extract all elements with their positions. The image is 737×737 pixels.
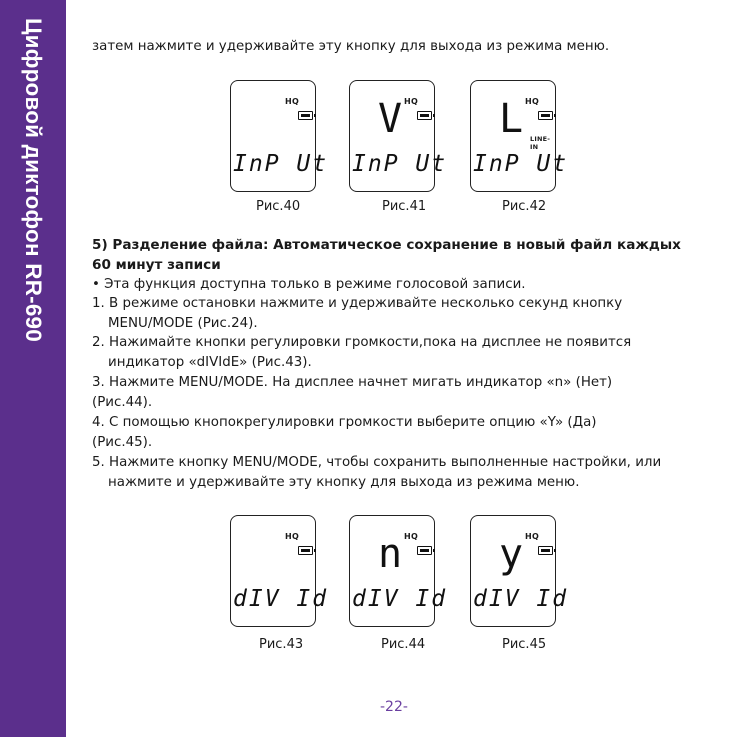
figure-caption: Рис.42 — [502, 199, 547, 214]
hq-indicator: HQ — [525, 532, 540, 541]
lcd-bottom-text: dIV Id — [352, 586, 448, 612]
figure-caption: Рис.43 — [259, 637, 304, 652]
battery-icon — [417, 111, 432, 120]
lcd-bottom-text: InP Ut — [352, 151, 448, 177]
sidebar-title: Цифровой диктофон RR-690 — [21, 18, 46, 342]
section-heading-line-1: 5) Разделение файла: Автоматическое сохранение в новый файл каждых — [92, 237, 681, 253]
lcd-figure-45 — [470, 515, 569, 627]
battery-icon — [298, 546, 313, 555]
lcd-top-digit: L — [499, 96, 524, 142]
step-2-line-1: 2. Нажимайте кнопки регулировки громкости,пока на дисплее не появится — [92, 335, 632, 350]
lcd-top-digit: y — [499, 531, 524, 577]
lcd-top-digit: n — [378, 531, 403, 577]
lcd-figure-43 — [230, 515, 329, 627]
step-4-line-2: (Рис.45). — [92, 435, 153, 450]
lcd-bottom-text: InP Ut — [233, 151, 329, 177]
intro-line: затем нажмите и удерживайте эту кнопку для выхода из режима меню. — [92, 39, 610, 54]
step-3-line-2: (Рис.44). — [92, 395, 153, 410]
step-1-line-2: MENU/MODE (Рис.24). — [108, 316, 258, 331]
section-heading-line-2: 60 минут записи — [92, 257, 221, 273]
hq-indicator: HQ — [285, 97, 300, 106]
lcd-figure-40 — [230, 80, 329, 192]
line-in-indicator: LINE-IN — [530, 135, 551, 151]
step-2-line-2: индикатор «dIVIdE» (Рис.43). — [108, 355, 312, 370]
hq-indicator: HQ — [525, 97, 540, 106]
hq-indicator: HQ — [404, 532, 419, 541]
hq-indicator: HQ — [404, 97, 419, 106]
lcd-figure-41 — [349, 80, 448, 192]
figure-caption: Рис.44 — [381, 637, 426, 652]
lcd-figure-44 — [349, 515, 448, 627]
figure-caption: Рис.41 — [382, 199, 427, 214]
hq-indicator: HQ — [285, 532, 300, 541]
sidebar — [0, 0, 66, 737]
lcd-top-digit: V — [378, 96, 403, 142]
step-5-line-2: нажмите и удерживайте эту кнопку для выхода из режима меню. — [108, 475, 580, 490]
step-3-line-1: 3. Нажмите MENU/MODE. На дисплее начнет мигать индикатор «n» (Нет) — [92, 375, 613, 390]
figure-caption: Рис.45 — [502, 637, 547, 652]
lcd-figure-42 — [470, 80, 569, 192]
battery-icon — [538, 111, 553, 120]
lcd-bottom-text: InP Ut — [473, 151, 569, 177]
lcd-bottom-text: dIV Id — [473, 586, 569, 612]
step-1-line-1: 1. В режиме остановки нажмите и удерживайте несколько секунд кнопку — [92, 296, 623, 311]
lcd-bottom-text: dIV Id — [233, 586, 329, 612]
battery-icon — [538, 546, 553, 555]
bullet-note: • Эта функция доступна только в режиме голосовой записи. — [92, 277, 526, 292]
battery-icon — [298, 111, 313, 120]
figure-caption: Рис.40 — [256, 199, 301, 214]
step-5-line-1: 5. Нажмите кнопку MENU/MODE, чтобы сохранить выполненные настройки, или — [92, 455, 662, 470]
page-number: -22- — [380, 699, 408, 715]
step-4-line-1: 4. С помощью кнопокрегулировки громкости выберите опцию «Y» (Да) — [92, 415, 597, 430]
battery-icon — [417, 546, 432, 555]
